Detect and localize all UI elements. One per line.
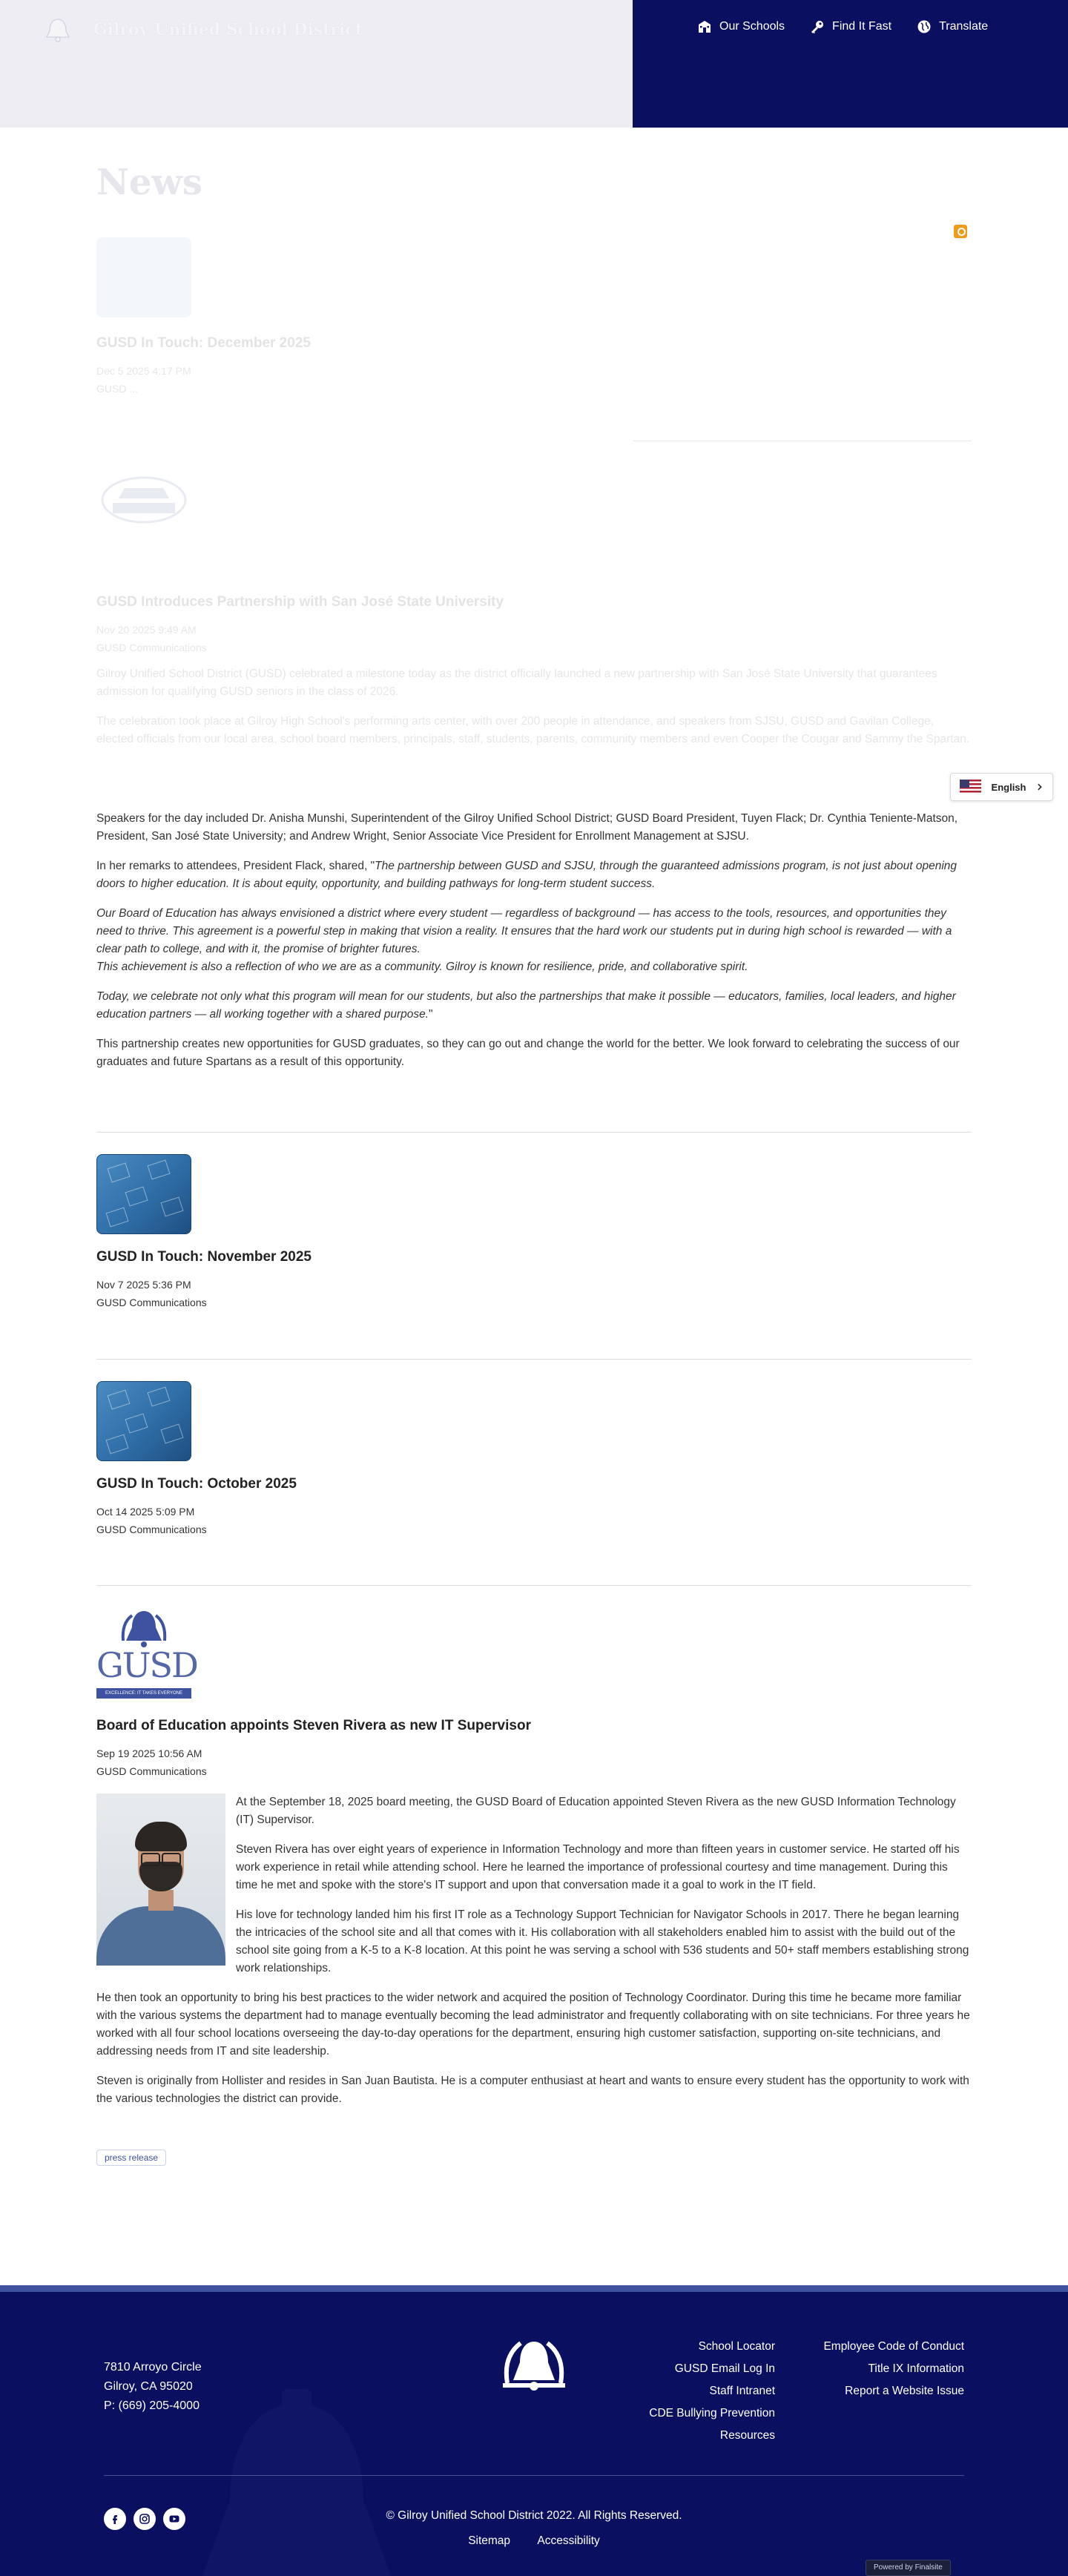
bell-watermark-icon [163,2389,430,2576]
accessibility-link[interactable]: Accessibility [537,2534,600,2547]
paragraph: He then took an opportunity to bring his best practices to the wider network and acquired the position of Technology Coordinator. During this time he became more familiar with the various systems the department had to manage eventually becoming the lead administrator and frequently collaborating with on site technicians. For three years he worked with all four school locations overseeing the day-to-day operations for the department, ensuring high customer satisfaction, supporting on-site technicians, and addressing needs from IT and site leadership. [96,1992,970,2058]
quote-text: Today, we celebrate not only what this program will mean for our students, but also the partnerships that make it possible — educators, families, local leaders, and higher education partners — all working together with a shared purpose. [96,990,956,1021]
post-divider [96,1359,972,1360]
post-date: Nov 20 2025 9:49 AM [96,624,197,636]
sitemap-link[interactable]: Sitemap [468,2534,511,2547]
address-line: 7810 Arroyo Circle [104,2361,202,2374]
address-line: Gilroy, CA 95020 [104,2380,193,2393]
bell-logo-icon [96,1608,191,1650]
top-nav [697,19,988,34]
news-post-november [96,1154,972,1311]
site-footer [0,2285,1068,2576]
post-thumbnail[interactable] [96,237,191,317]
paragraph: At the September 18, 2025 board meeting, the GUSD Board of Education appointed Steven Rivera as the new GUSD Information Technology (IT) Supervisor. [236,1796,956,1826]
remarks-paragraph [96,857,972,893]
remarks-intro: In her remarks to attendees, President Flack, shared, " [96,860,375,872]
post-author: GUSD Communications [96,1523,207,1535]
post-body-rivera [96,1793,972,2108]
post-date: Oct 14 2025 5:09 PM [96,1506,195,1518]
quote-paragraph [96,905,972,958]
paragraph: Gilroy Unified School District (GUSD) celebrated a milestone today as the district officially launched a new partnership with San José State University that guarantees admission for qualifying GUSD seniors in the class of 2026. [96,668,937,698]
paragraph: Steven Rivera has over eight years of experience in Information Technology and more than fifteen years in customer service. He started off his work experience in retail while attending school. Here he learned the importance of professional courtesy and time management. During this time he met and spoke with the store's IT support and upon that conversation made it a goal to work in the IT field. [236,1843,960,1891]
page-title: News [96,162,202,203]
header-left-panel [0,0,633,128]
footer-link[interactable]: School Locator [698,2340,775,2353]
speakers-paragraph: Speakers for the day included Dr. Anisha Munshi, Superintendent of the Gilroy Unified School District; GUSD Board President, Tuyen Flack; Dr. Cynthia Teniente-Matson, President, San José State University; and Andrew Wright, Senior Associate Vice President for Enrollment Management at SJSU. [96,812,958,843]
rss-icon[interactable] [954,225,967,238]
post-title[interactable]: Board of Education appoints Steven Rivera as new IT Supervisor [96,1718,531,1733]
footer-link[interactable]: Title IX Information [868,2362,964,2375]
post-author: GUSD Communications [96,1765,207,1777]
post-divider [96,1132,972,1133]
site-name: Gilroy Unified School District [93,20,363,39]
us-flag-icon [960,780,981,794]
chevron-right-icon [1036,783,1044,791]
post-date: Sep 19 2025 10:56 AM [96,1747,202,1759]
footer-link[interactable]: Staff Intranet [709,2385,775,2397]
post-date: Nov 7 2025 5:36 PM [96,1279,191,1291]
post-author: GUSD Communications [96,642,207,653]
post-title[interactable]: GUSD In Touch: October 2025 [96,1476,297,1492]
news-post-sjsu-faded [96,461,972,760]
school-icon [697,19,712,34]
paragraph: Steven is originally from Hollister and resides in San Juan Bautista. He is a computer enthusiast at heart and wants to ensure every student has the opportunity to work with the various technologies the district can provide. [96,2075,969,2105]
nav-translate[interactable] [917,19,988,34]
post-title[interactable]: GUSD Introduces Partnership with San José State University [96,594,504,610]
footer-link[interactable]: Resources [719,2429,775,2442]
quote-text: The partnership between GUSD and SJSU, through the guaranteed admissions program, is not just about opening doors to higher education. It is about equity, opportunity, and building pathways for long-term student success. [96,860,957,890]
post-meta [96,1503,972,1538]
post-body-faded [96,665,972,748]
steven-rivera-photo [96,1793,225,1966]
footer-link[interactable]: Report a Website Issue [845,2385,964,2397]
paragraph: The celebration took place at Gilroy High School's performing arts center, with over 200 people in attendance, and speakers from SJSU, GUSD and Gavilan College, elected officials from our local area, school board members, principals, staff, students, parents, community members and even Cooper the Cougar and Sammy the Spartan. [96,715,970,745]
closing-paragraph: This partnership creates new opportunities for GUSD graduates, so they can go out and change the world for the better. We look forward to celebrating the success of our graduates and future Spartans as a result of this opportunity. [96,1038,960,1068]
post-meta [96,362,972,398]
news-post-december [96,237,972,398]
footer-address [104,2358,202,2416]
nav-our-schools[interactable] [697,19,785,34]
nav-label: Our Schools [719,20,785,33]
post-author: GUSD Communications [96,1297,207,1308]
nav-find-it-fast[interactable] [810,19,891,34]
quote-paragraph [96,958,972,976]
news-post-october [96,1381,972,1538]
footer-links-col1 [608,2336,775,2447]
quote-paragraph: Today, we celebrate not only what this program will mean for our students, but also the partnerships that make it possible — educators, families, local leaders, and higher education partners — all working together with a shared purpose." [96,990,956,1021]
language-label: English [991,781,1026,793]
post-title[interactable]: GUSD In Touch: November 2025 [96,1249,312,1265]
post-thumbnail[interactable] [96,1154,191,1234]
logo-text: GUSD [96,1645,197,1685]
gusd-logo[interactable] [96,1608,197,1702]
nav-label: Translate [939,20,989,33]
footer-link[interactable]: Employee Code of Conduct [823,2340,964,2353]
phone-number[interactable]: P: (669) 205-4000 [104,2399,200,2412]
nav-label: Find It Fast [832,20,892,33]
post-meta [96,1276,972,1311]
quote-text: Our Board of Education has always envisioned a district where every student — regardless of background — has access to the tools, resources, and opportunities they need to thrive. This agreement is a powerful step in making that vision a reality. It ensures that the hard work our students put in during high school is rewarded — with a clear path to college, and with it, the promise of brighter futures. [96,907,952,955]
post-meta [96,621,972,656]
footer-links-col2 [801,2336,964,2402]
bell-logo-icon [42,16,74,43]
language-selector[interactable] [950,773,1053,801]
brand-link[interactable] [42,16,363,43]
post-body-sjsu [96,810,972,1083]
post-thumbnail[interactable] [96,1381,191,1461]
footer-bottom-links [0,2534,1068,2548]
post-divider [96,1585,972,1586]
powered-by-badge[interactable]: Powered by Finalsite [866,2560,951,2576]
sjsu-seal-image [96,461,191,541]
footer-accent-line [0,2285,1068,2292]
quote-text: This achievement is also a reflection of who we are as a community. Gilroy is known for resilience, pride, and collaborative spirit. [96,961,748,973]
copyright-text: © Gilroy Unified School District 2022. All Rights Reserved. [386,2509,682,2522]
news-post-rivera [96,1608,972,2166]
site-header [0,0,1068,128]
post-meta [96,1745,972,1780]
globe-icon [917,19,932,34]
paragraph: His love for technology landed him his first IT role as a Technology Support Technician for Navigator Schools in 2017. There he began learning the intricacies of the school site and all that comes with it. His collaboration with all stakeholders enabled him to assist with the build out of the school site going from a K-5 to a K-8 location. At this point he was serving a school with 536 students and 50+ staff members establishing strong work relationships. [236,1908,969,1974]
footer-bell-logo-icon[interactable] [495,2334,573,2397]
key-icon [810,19,825,34]
post-author: GUSD ... [96,383,139,395]
footer-divider [104,2475,964,2476]
footer-link[interactable]: CDE Bullying Prevention [649,2407,775,2419]
post-title[interactable]: GUSD In Touch: December 2025 [96,335,311,351]
footer-link[interactable]: GUSD Email Log In [674,2362,775,2375]
logo-tagline: EXCELLENCE: IT TAKES EVERYONE [96,1688,191,1699]
post-date: Dec 5 2025 4:17 PM [96,365,191,377]
tag-press-release[interactable]: press release [96,2150,166,2166]
